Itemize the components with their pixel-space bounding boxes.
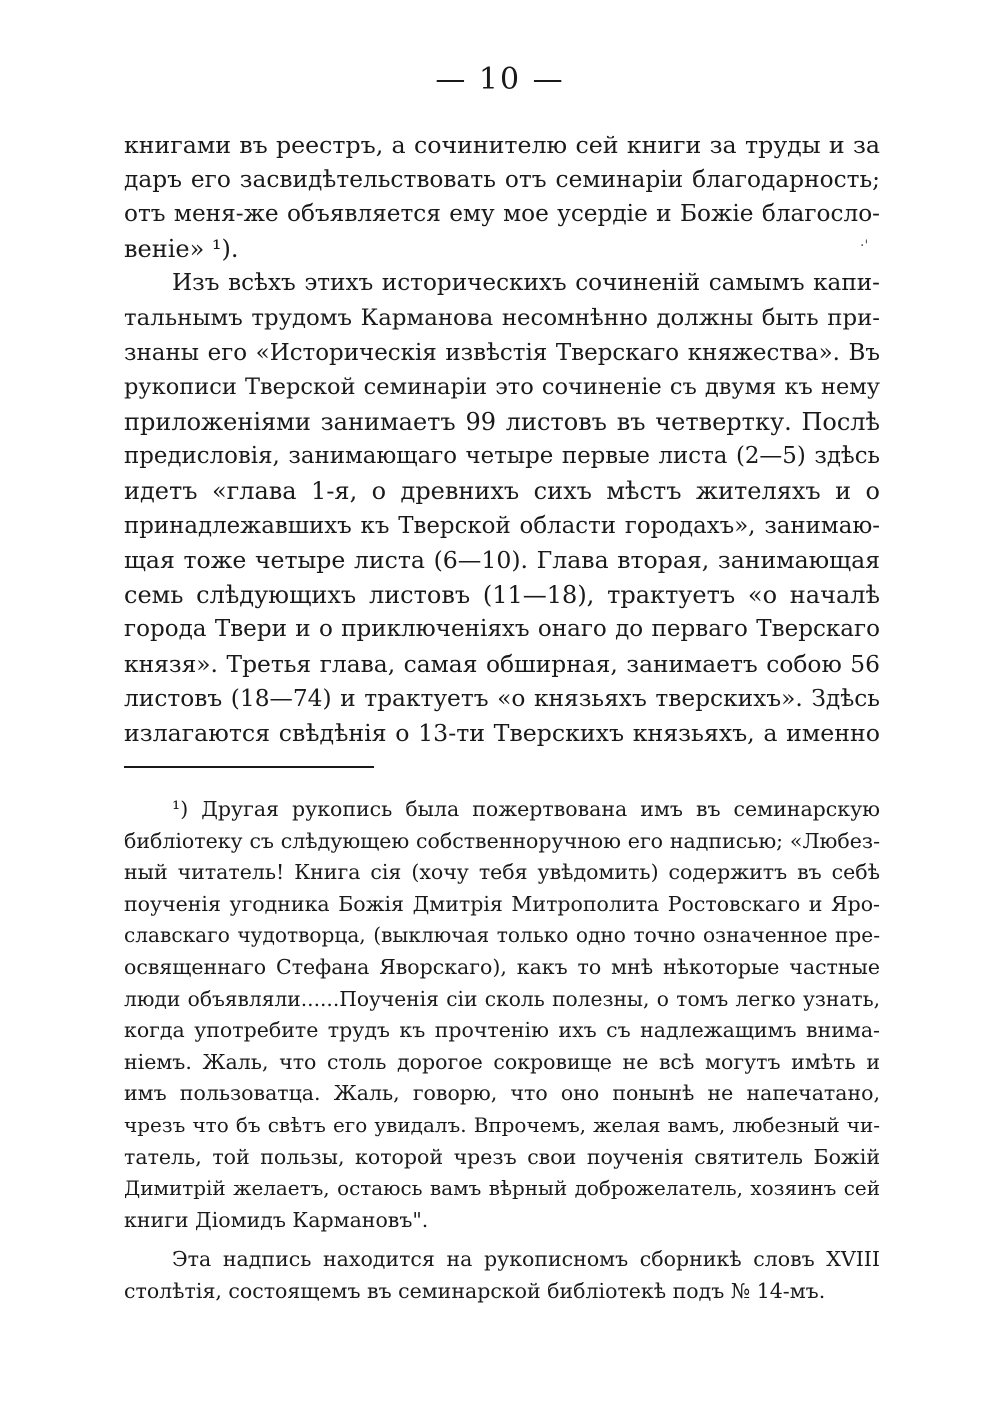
text-line: излагаются свѣдѣнія о 13-ти Тверскихъ князьяхъ, а именно — [124, 719, 880, 748]
footnote-line: библіотеку съ слѣдующею собственноручною его надписью; «Любез- — [124, 828, 880, 853]
footnote-line: Димитрій желаетъ, остаюсь вамъ вѣрный доброжелатель, хозяинъ сей — [124, 1177, 880, 1201]
text-line: Изъ всѣхъ этихъ историческихъ сочиненій самымъ капи- — [172, 270, 880, 297]
footnote-line: поученія угодника Божія Дмитрія Митрополита Ростовскаго и Яро- — [124, 891, 880, 916]
text-line: тальнымъ трудомъ Карманова несомнѣнно должны быть при- — [124, 304, 880, 331]
text-line: идетъ «глава 1-я, о древнихъ сихъ мѣстъ жителяхъ и о — [124, 476, 880, 505]
text-line: щая тоже четыре листа (6—10). Глава вторая, занимающая — [124, 546, 880, 575]
footnote-line: славскаго чудотворца, (выключая только одно точно означенное пре- — [124, 923, 880, 948]
main-text-block — [124, 128, 880, 751]
stray-mark: ·' — [860, 238, 869, 254]
footnote-line: татель, той пользы, которой чрезъ свои поученія святитель Божій — [124, 1144, 880, 1169]
text-line: книгами въ реестръ, а сочинителю сей книги за труды и за — [124, 131, 880, 159]
footnote-line: имъ пользоватца. Жаль, говорю, что оно понынѣ не напечатано, — [124, 1081, 880, 1106]
text-line: князя». Третья глава, самая обширная, занимаетъ собою 56 — [124, 649, 880, 678]
text-line: листовъ (18—74) и трактуетъ «о князьяхъ тверскихъ». Здѣсь — [124, 684, 880, 712]
text-line: города Твери и о приключеніяхъ онаго до перваго Тверскаго — [124, 616, 880, 643]
text-line: рукописи Тверской семинаріи это сочиненіе съ двумя къ нему — [124, 374, 880, 401]
text-line: приложеніями занимаетъ 99 листовъ въ четвертку. Послѣ — [124, 407, 880, 436]
text-line: принадлежавшихъ къ Тверской области городахъ», занимаю- — [124, 512, 880, 539]
text-line: знаны его «Историческія извѣстія Тверскаго княжества». Въ — [124, 339, 880, 366]
footnote-line: ный читатель! Книга сія (хочу тебя увѣдомить) содержитъ въ себѣ — [124, 860, 880, 885]
text-line: веніе» ¹). — [124, 234, 239, 263]
footnote-block — [124, 794, 880, 1308]
footnote-line: книги Діомидъ Кармановъ". — [124, 1207, 429, 1232]
text-line: семь слѣдующихъ листовъ (11—18), трактуетъ «о началѣ — [124, 580, 880, 609]
footnote-line: люди объявляли......Поученія сіи сколь полезны, о томъ легко узнать, — [124, 986, 880, 1011]
footnote-line: Эта надпись находится на рукописномъ сборникѣ словъ XVIII — [172, 1247, 880, 1272]
footnote-separator — [124, 766, 374, 768]
text-line: даръ его засвидѣтельствовать отъ семинаріи благодарность; — [124, 165, 880, 193]
footnote-line: чрезъ что бъ свѣтъ его увидалъ. Впрочемъ, желая вамъ, любезный чи- — [124, 1112, 880, 1137]
footnote-line: ніемъ. Жаль, что столь дорогое сокровище не всѣ могутъ имѣть и — [124, 1049, 880, 1074]
text-line: отъ меня-же объявляется ему мое усердіе и Божіе благосло- — [124, 200, 880, 228]
footnote-line: ¹) Другая рукопись была пожертвована имъ въ семинарскую — [172, 797, 880, 821]
footnote-line: освященнаго Стефана Яворскаго), какъ то мнѣ нѣкоторые частные — [124, 954, 880, 979]
page-number: — 10 — — [435, 62, 565, 97]
footnote-line: когда употребите трудъ къ прочтенію ихъ съ надлежащимъ внима- — [124, 1018, 880, 1043]
footnote-line: столѣтія, состоящемъ въ семинарской библіотекѣ подъ № 14-мъ. — [124, 1278, 826, 1303]
footnote-gap — [124, 1236, 880, 1244]
text-line: предисловія, занимающаго четыре первые листа (2—5) здѣсь — [124, 443, 880, 470]
